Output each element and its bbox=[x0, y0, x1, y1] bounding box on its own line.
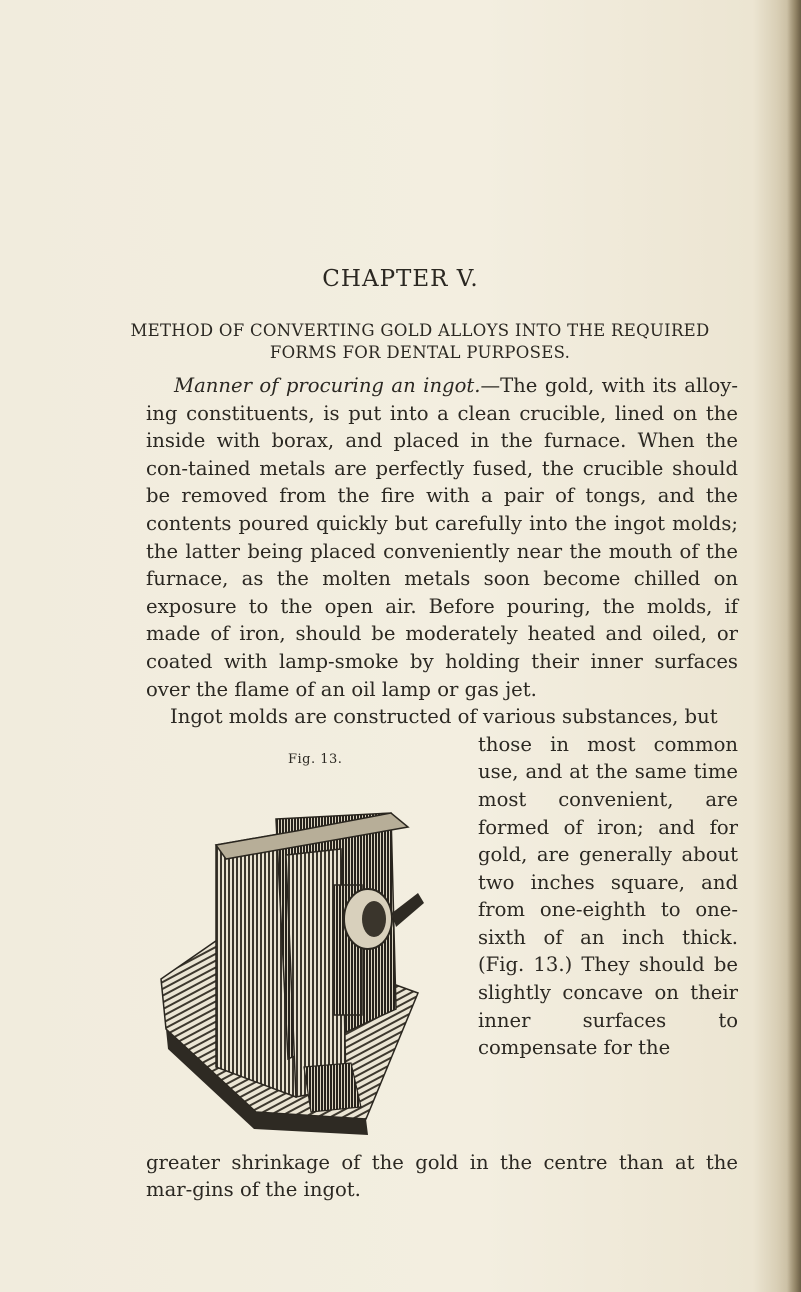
section-title-line-2: FORMS FOR DENTAL PURPOSES. bbox=[269, 343, 571, 362]
body-text bbox=[146, 372, 738, 1204]
figure-label: Fig. 13. bbox=[288, 751, 343, 767]
paragraph-procuring-ingot bbox=[146, 372, 738, 703]
paragraph-ingot-molds-start: Ingot molds are constructed of various substances, but bbox=[170, 705, 718, 729]
ingot-mold-illustration-icon bbox=[156, 767, 456, 1137]
chapter-title: CHAPTER V. bbox=[322, 266, 479, 292]
figure-13 bbox=[146, 731, 466, 1149]
paragraph-text: —The gold, with its alloy-ing constituents, is put into a clean crucible, lined on the inside with borax, and placed in the furnace. When the con-tained metals are perfectly fused, the crucible should be removed from the fire with a pair of tongs, and the contents poured quickly but carefully into the ingot molds; the latter being placed conveniently near the mouth of the furnace, as the molten metals soon become chilled on exposure to the open air. Before pouring, the molds, if made of iron, should be moderately heated and oiled, or coated with lamp-smoke by holding their inner surfaces over the flame of an oil lamp or gas jet. bbox=[146, 374, 738, 701]
paragraph-italic-lead: Manner of procuring an ingot. bbox=[174, 374, 481, 397]
page-edge-shadow bbox=[787, 0, 801, 1292]
section-title-line-1: METHOD OF CONVERTING GOLD ALLOYS INTO THE REQUIRED bbox=[130, 321, 710, 340]
paragraph-ingot-molds-end: greater shrinkage of the gold in the centre than at the mar-gins of the ingot. bbox=[146, 1150, 738, 1202]
paragraph-ingot-molds-wrap: those in most common use, and at the same time most convenient, are formed of iron; and for gold, are generally about two inches square, and from one-eighth to one-sixth of an inch thick. (Fig. 13.) They should be slightly concave on their inner surfaces to compensate for the bbox=[478, 732, 738, 1060]
section-title bbox=[100, 320, 740, 364]
